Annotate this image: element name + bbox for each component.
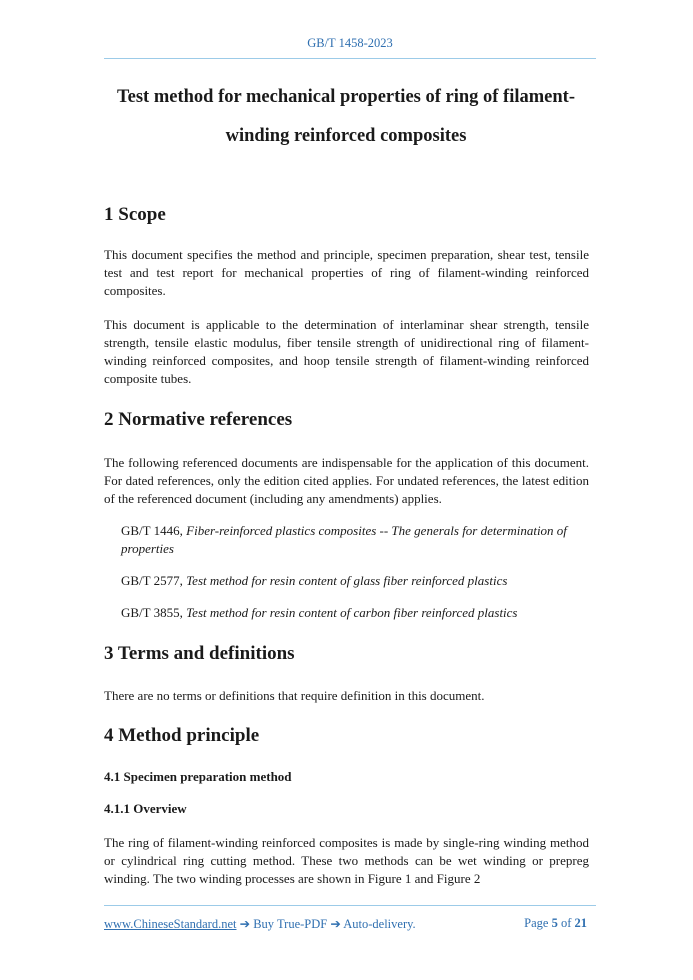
reference-code: GB/T 3855, bbox=[121, 605, 187, 620]
normative-paragraph: The following referenced documents are indispensable for the application of this document. For dated references, only the edition cited applies. For undated references, the latest edition of the referenced document (including any amendments) applies. bbox=[104, 455, 589, 506]
terms-paragraph: There are no terms or definitions that require definition in this document. bbox=[104, 688, 485, 703]
page-of: of bbox=[560, 916, 572, 930]
subsection-heading-4-1-1: 4.1.1 Overview bbox=[104, 801, 187, 816]
page-current: 5 bbox=[551, 916, 558, 930]
promo-text: ➔ Buy True-PDF ➔ Auto-delivery. bbox=[236, 917, 416, 931]
section-heading-scope: 1 Scope bbox=[104, 204, 166, 225]
reference-title: Fiber-reinforced plastics composites -- The generals for determination of properties bbox=[121, 523, 567, 556]
title-line-2: winding reinforced composites bbox=[225, 126, 467, 146]
reference-item bbox=[121, 604, 589, 622]
header-divider bbox=[104, 58, 596, 59]
reference-title: Test method for resin content of glass fiber reinforced plastics bbox=[186, 573, 508, 588]
scope-paragraph-1: This document specifies the method and principle, specimen preparation, shear test, tensile test and test report for mechanical properties of ring of filament-winding reinforced composites. bbox=[104, 247, 589, 298]
reference-item bbox=[121, 522, 589, 558]
reference-title: Test method for resin content of carbon fiber reinforced plastics bbox=[186, 605, 518, 620]
reference-item bbox=[121, 572, 589, 590]
subsection-heading-4-1: 4.1 Specimen preparation method bbox=[104, 769, 292, 784]
method-paragraph: The ring of filament-winding reinforced composites is made by single-ring winding method or cylindrical ring cutting method. These two methods can be wet winding or prepreg winding. The two winding processes are shown in Figure 1 and Figure 2 bbox=[104, 835, 589, 886]
section-heading-method-principle: 4 Method principle bbox=[104, 725, 260, 746]
document-title bbox=[104, 78, 588, 156]
reference-code: GB/T 2577, bbox=[121, 573, 187, 588]
page-label: Page bbox=[524, 916, 549, 930]
footer-divider bbox=[104, 905, 596, 906]
title-line-1: Test method for mechanical properties of ring of filament- bbox=[117, 87, 575, 107]
footer-promo bbox=[104, 916, 416, 932]
page-total: 21 bbox=[574, 916, 587, 930]
running-header: GB/T 1458-2023 bbox=[307, 36, 393, 50]
page-number bbox=[524, 916, 587, 931]
scope-paragraph-2: This document is applicable to the determination of interlaminar shear strength, tensile strength, tensile elastic modulus, fiber tensile strength of unidirectional ring of filament-winding reinforced composites, and hoop tensile strength of filament-winding reinforced composite tubes. bbox=[104, 317, 589, 386]
section-heading-normative-references: 2 Normative references bbox=[104, 409, 293, 430]
site-link[interactable]: www.ChineseStandard.net bbox=[104, 917, 237, 931]
reference-code: GB/T 1446, bbox=[121, 523, 187, 538]
section-heading-terms: 3 Terms and definitions bbox=[104, 643, 295, 664]
